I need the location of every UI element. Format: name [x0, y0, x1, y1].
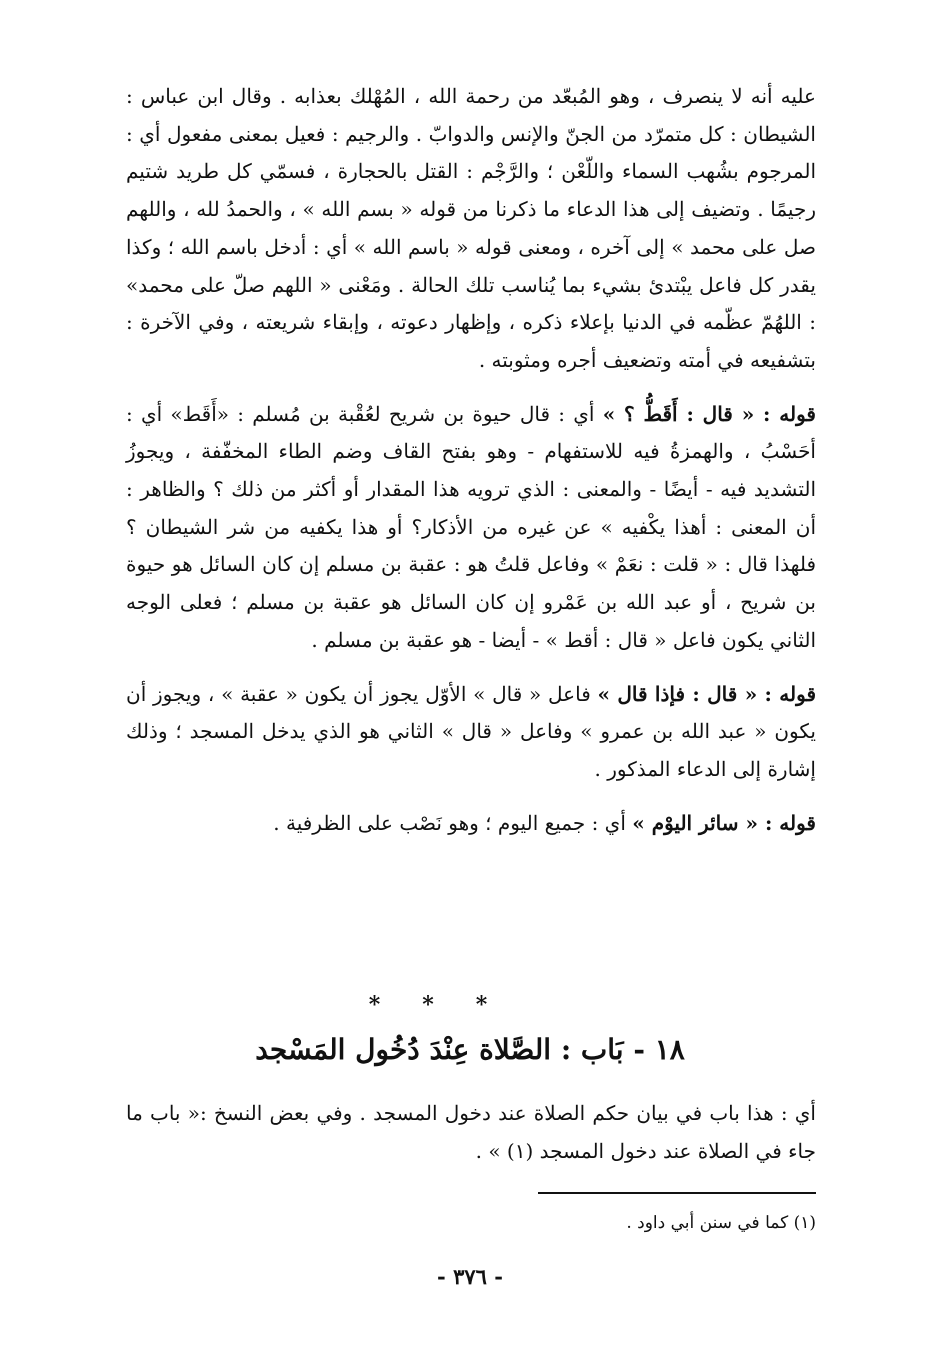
quote-lead: قوله : « قال : أَقَطُّ ؟ » [602, 401, 816, 426]
footnote-divider [538, 1192, 816, 1194]
chapter-heading: ١٨ - بَاب : الصَّلاة عِنْدَ دُخُول المَسْجد [255, 1033, 685, 1066]
commentary-paragraph [126, 676, 816, 789]
chapter-description-text: أي : هذا باب في بيان حكم الصلاة عند دخول المسجد . وفي بعض النسخ :« باب ما جاء في الصلاة عند دخول المسجد (١) » . [126, 1101, 816, 1163]
commentary-text [126, 78, 816, 842]
section-separator: *** [368, 992, 530, 1018]
paragraph-body: فاعل « قال » الأوّل يجوز أن يكون « عقبة » ، ويجوز أن يكون « عبد الله بن عمرو » وفاعل « قال » الثاني هو الذي يدخل المسجد ؛ وذلك إشارة إلى الدعاء المذكور . [126, 681, 816, 781]
commentary-paragraph [126, 396, 816, 660]
chapter-description [126, 1094, 816, 1170]
quote-lead: قوله : « سائر اليوْم » [632, 810, 816, 835]
paragraph-body: أي : جميع اليوم ؛ وهو نَصْب على الظرفية . [273, 810, 633, 835]
page-number: - ٣٧٦ - [437, 1264, 503, 1289]
footnote: (١) كما في سنن أبي داود . [626, 1213, 816, 1233]
quote-lead: قوله : « قال : فإذا قال » [597, 681, 816, 706]
paragraph-body: أي : قال حيوة بن شريح لعُقْبة بن مُسلم : «أَقَط» أي : أحَسْبُ ، والهمزةُ فيه للاستفهام - وهو بفتح القاف وضم الطاء المخفّفة ، ويجوزُ التشديد فيه - أيضًا - والمعنى : الذي ترويه هذا المقدار أو أكثر من ذلك ؟ والظاهر : أن المعنى : أهذا يكْفيه » عن غيره من الأذكار؟ أو هذا يكفيه من شر الشيطان ؟ فلهذا قال : « قلت : نعَمْ » وفاعل قلتُ هو : عقبة بن مسلم إن كان السائل هو حيوة بن شريح ، أو عبد الله بن عَمْرو إن كان السائل هو عقبة بن مسلم ؛ فعلى الوجه الثاني يكون فاعل « قال : أقط » - أيضا - هو عقبة بن مسلم . [126, 401, 816, 652]
commentary-paragraph [126, 805, 816, 843]
commentary-paragraph: عليه أنه لا ينصرف ، وهو المُبعّد من رحمة الله ، المُهْلك بعذابه . وقال ابن عباس : الشيطان : كل متمرّد من الجنّ والإنس والدوابّ . والرجيم : فعيل بمعنى مفعول أي : المرجوم بشُهب السماء واللّعْن ؛ والرَّجْم : القتل بالحجارة ، فسمّي كل طريد شتيم رجيمًا . وتضيف إلى هذا الدعاء ما ذكرنا من قوله « بسم الله » ، والحمدُ لله ، واللهم صل على محمد » إلى آخره ، ومعنى قوله « باسم الله » أي : أدخل باسم الله ؛ وكذا يقدر كل فاعل يبْتدئ بشيء بما يُناسب تلك الحالة . ومَعْنى « اللهم صلّ على محمد» : اللهُمّ عظّمه في الدنيا بإعلاء ذكره ، وإظهار دعوته ، وإبقاء شريعته ، وفي الآخرة : بتشفيعه في أمته وتضعيف أجره ومثوبته . [126, 84, 817, 372]
